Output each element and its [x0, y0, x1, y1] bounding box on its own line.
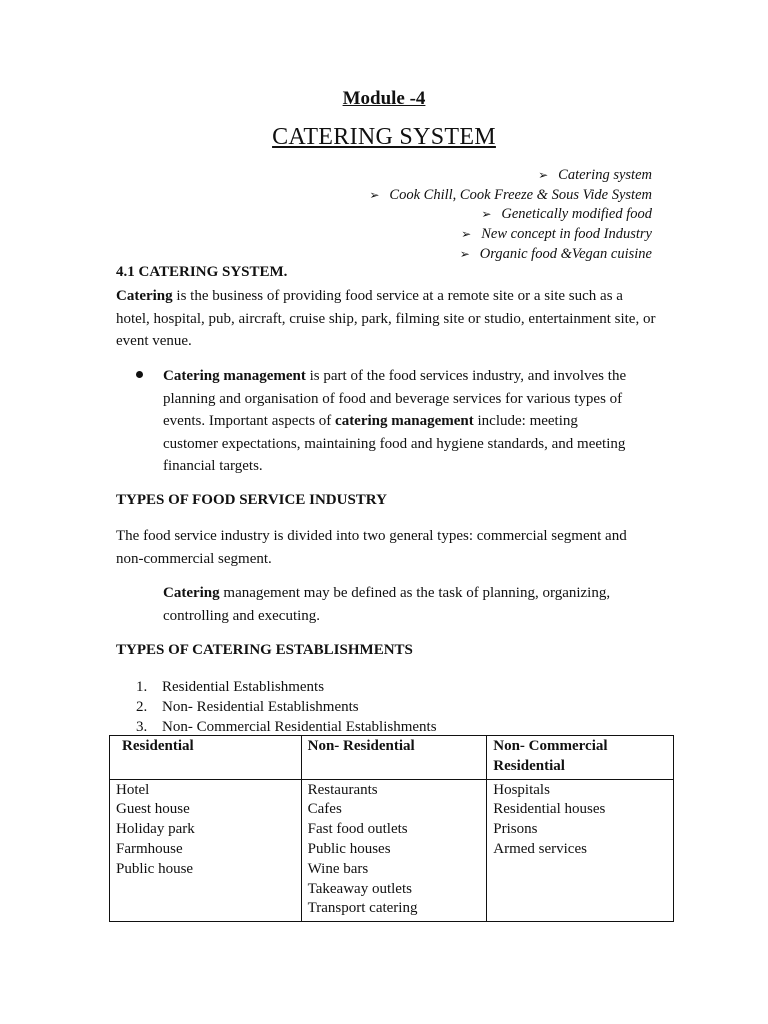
- catering-definition: Catering is the business of providing food service at a remote site or a site such as a hotel, hospital, pub, aircraft, cruise ship, park, filming site or studio, entertainment site, or event venue.: [116, 288, 656, 349]
- establishment-list: [136, 677, 437, 737]
- topic-item: ➢ Genetically modified food: [481, 206, 652, 223]
- topic-item: ➢ New concept in food Industry: [461, 226, 652, 243]
- topic-list: [369, 166, 652, 265]
- table-header-cell: Non- Commercial Residential: [487, 736, 674, 780]
- list-item: 3. Non- Commercial Residential Establishments: [136, 719, 437, 735]
- arrowhead-icon: ➢: [369, 187, 380, 202]
- topic-item: ➢ Catering system: [538, 167, 652, 183]
- food-service-paragraph: The food service industry is divided into two general types: commercial segment and non-commercial segment.: [116, 528, 627, 567]
- arrowhead-icon: ➢: [461, 227, 472, 242]
- table-cell-residential: Hotel Guest house Holiday park Farmhouse Public house: [110, 779, 302, 922]
- table-header-cell: Residential: [110, 736, 302, 780]
- list-item: 1. Residential Establishments: [136, 679, 325, 695]
- establishments-table: [109, 735, 674, 922]
- topic-item: ➢ Cook Chill, Cook Freeze & Sous Vide System: [369, 186, 652, 203]
- page-title: CATERING SYSTEM: [272, 124, 496, 150]
- table-header-cell: Non- Residential: [301, 736, 487, 780]
- section-heading-establishments: TYPES OF CATERING ESTABLISHMENTS: [116, 642, 413, 658]
- topic-item: ➢ Organic food &Vegan cuisine: [459, 245, 652, 262]
- bullet-text: Catering management is part of the food services industry, and involves the planning and organisation of food and beverage services for various types of events. Important aspects of catering management include: meeting customer expectations, maintaining food and hygiene standards, and meeting financial targets.: [163, 368, 627, 474]
- table-cell-non-residential: Restaurants Cafes Fast food outlets Public houses Wine bars Takeaway outlets Transport catering: [301, 779, 487, 922]
- section-heading-catering-system: 4.1 CATERING SYSTEM.: [116, 264, 288, 280]
- arrowhead-icon: ➢: [459, 246, 470, 261]
- arrowhead-icon: ➢: [538, 168, 549, 182]
- table-cell-non-commercial: Hospitals Residential houses Prisons Armed services: [487, 779, 674, 922]
- module-label: Module -4: [342, 88, 426, 109]
- list-item: 2. Non- Residential Establishments: [136, 699, 359, 715]
- management-definition: Catering management may be defined as the task of planning, organizing, controlling and executing.: [163, 585, 611, 624]
- bullet-dot-icon: [136, 371, 143, 378]
- arrowhead-icon: ➢: [481, 207, 492, 222]
- section-heading-food-service: TYPES OF FOOD SERVICE INDUSTRY: [116, 492, 387, 508]
- table-row: [110, 779, 674, 922]
- table-header-row: [110, 736, 674, 780]
